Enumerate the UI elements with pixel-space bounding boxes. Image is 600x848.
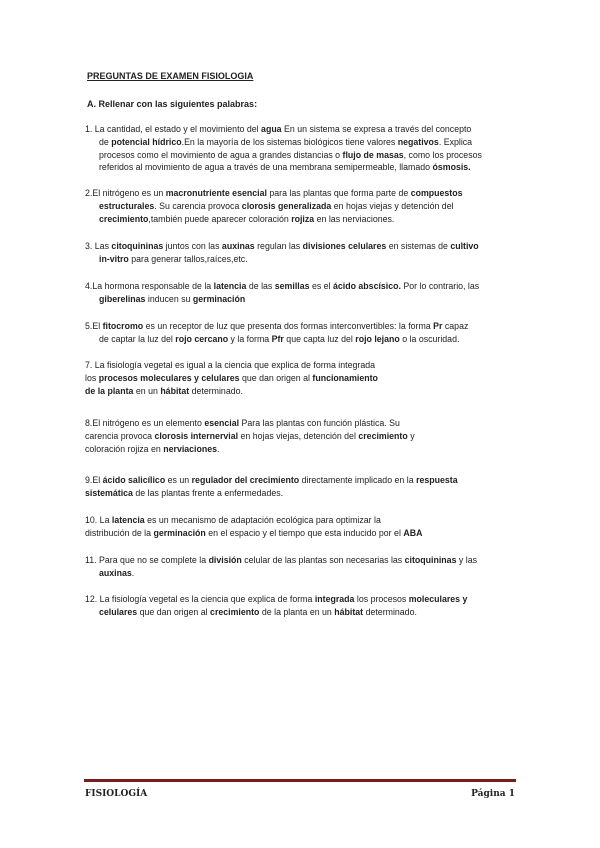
answer-term: agua	[261, 124, 282, 134]
question-text: .	[217, 443, 220, 454]
question-text: para generar tallos,raíces,etc.	[128, 253, 248, 264]
answer-term: sistemática	[85, 487, 133, 498]
question-line	[85, 293, 525, 306]
question-text: carencia provoca	[85, 430, 155, 441]
question-line	[85, 280, 525, 293]
answer-term: auxinas	[221, 241, 255, 251]
answer-term: ácido salicílico	[102, 475, 166, 485]
question-text: es un receptor de luz que presenta dos formas interconvertibles: la forma	[143, 321, 434, 331]
question-text: regulan las	[254, 241, 303, 251]
question-5	[85, 320, 525, 346]
question-text: ,también puede aparecer coloración	[148, 213, 292, 224]
question-12	[85, 593, 525, 619]
answer-term: nerviaciones	[163, 443, 218, 454]
answer-term: crecimiento	[358, 430, 408, 441]
question-text: en las nerviaciones.	[314, 213, 395, 224]
answer-term: macronutriente esencial	[165, 188, 267, 198]
footer-page-number: Página 1	[471, 789, 515, 799]
question-text: Para las plantas con función plástica. Su	[239, 418, 400, 428]
answer-term: funcionamiento	[312, 372, 378, 383]
answer-term: rojo lejano	[355, 333, 400, 344]
answer-term: procesos moleculares y celulares	[98, 372, 240, 383]
question-text: directamente implicado en la	[299, 475, 417, 485]
question-text: referidos al movimiento de agua a través de una membrana semipermeable, llamado	[99, 162, 433, 173]
question-text: en sistemas de	[386, 241, 451, 251]
question-text: 1. La cantidad, el estado y el movimiento del	[85, 124, 262, 134]
question-text: 4.La hormona responsable de la	[85, 281, 214, 291]
question-text: 10. La	[85, 515, 112, 525]
question-9	[85, 474, 525, 500]
answer-term: rojiza	[291, 213, 315, 224]
answer-term: celulares	[99, 606, 138, 617]
answer-term: división	[208, 555, 242, 565]
answer-term: latencia	[213, 281, 247, 291]
question-line	[85, 443, 525, 456]
question-text: juntos con las	[163, 241, 222, 251]
question-text: determinado.	[363, 606, 417, 617]
answer-term: cultivo	[450, 241, 479, 251]
question-line	[85, 593, 525, 606]
answer-term: ósmosis.	[432, 162, 471, 173]
question-7	[85, 359, 525, 397]
answer-term: integrada	[314, 594, 355, 604]
question-text: , como los procesos	[403, 149, 482, 160]
question-text: y las	[456, 555, 478, 565]
question-line	[85, 474, 525, 487]
question-text: los	[85, 372, 99, 383]
answer-term: semillas	[274, 281, 310, 291]
question-11	[85, 554, 525, 580]
question-3	[85, 240, 525, 266]
question-line	[85, 567, 525, 580]
question-line	[85, 320, 525, 333]
question-text: determinado.	[189, 385, 243, 396]
page-title: PREGUNTAS DE EXAMEN FISIOLOGIA	[87, 71, 254, 81]
question-text: es un mecanismo de adaptación ecológica para optimizar la	[144, 515, 381, 525]
question-line	[85, 372, 525, 385]
question-text: de las plantas frente a enfermedades.	[132, 487, 284, 498]
question-10	[85, 514, 525, 540]
question-text: 8.El nitrógeno es un elemento	[85, 418, 205, 428]
question-text: que dan origen al	[239, 372, 313, 383]
footer-subject: FISIOLOGÍA	[85, 789, 148, 799]
question-text: 3. Las	[85, 241, 112, 251]
question-text: o la oscuridad.	[399, 333, 460, 344]
question-text: 5.El	[85, 321, 103, 331]
question-text: procesos como el movimiento de agua a grandes distancias o	[99, 149, 343, 160]
answer-term: flujo de masas	[342, 149, 404, 160]
question-text: de las	[246, 281, 275, 291]
answer-term: respuesta	[416, 475, 458, 485]
answer-term: giberelinas	[99, 293, 146, 304]
answer-term: esencial	[204, 418, 240, 428]
question-text: 7. La fisiología vegetal es igual a la ciencia que explica de forma integrada	[85, 360, 375, 370]
question-line	[85, 136, 525, 149]
question-text: .	[131, 567, 135, 578]
question-text: En un sistema se expresa a través del concepto	[281, 124, 472, 134]
answer-term: latencia	[111, 515, 145, 525]
question-line	[85, 527, 525, 540]
question-text: 2.El nitrógeno es un	[85, 188, 166, 198]
answer-term: fitocromo	[102, 321, 144, 331]
answer-term: divisiones celulares	[302, 241, 387, 251]
question-text: en un	[133, 385, 161, 396]
question-line	[85, 385, 525, 398]
footer-divider	[84, 779, 516, 782]
question-line	[85, 514, 525, 527]
question-text: es el	[309, 281, 333, 291]
question-text: y la forma	[228, 333, 272, 344]
question-line	[85, 240, 525, 253]
question-text: 9.El	[85, 475, 103, 485]
question-text: de captar la luz del	[99, 333, 176, 344]
question-text: . Su carencia provoca	[154, 200, 242, 211]
question-text: de la planta en un	[259, 606, 335, 617]
question-text: para las plantas que forma parte de	[266, 188, 411, 198]
answer-term: de la planta	[85, 385, 134, 396]
answer-term: clorosis internervial	[154, 430, 239, 441]
question-text: capaz	[442, 321, 469, 331]
question-line	[85, 333, 525, 346]
question-2	[85, 187, 525, 225]
answer-term: hábitat	[160, 385, 190, 396]
answer-term: crecimiento	[99, 213, 149, 224]
answer-term: ABA	[403, 527, 423, 538]
question-line	[85, 430, 525, 443]
question-line	[85, 606, 525, 619]
question-line	[85, 554, 525, 567]
answer-term: potencial hídrico	[111, 136, 182, 147]
question-4	[85, 280, 525, 306]
question-text: de	[99, 136, 112, 147]
question-8	[85, 417, 525, 455]
question-line	[85, 123, 525, 136]
answer-term: estructurales	[99, 200, 155, 211]
question-text: 12. La fisiología vegetal es la ciencia que explica de forma	[85, 594, 315, 604]
question-text: .En la mayoría de los sistemas biológicos tiene valores	[181, 136, 398, 147]
question-text: . Explica	[438, 136, 473, 147]
question-text: que dan origen al	[137, 606, 211, 617]
question-line	[85, 161, 525, 174]
question-line	[85, 213, 525, 226]
question-text: que capta luz del	[283, 333, 356, 344]
question-text: los procesos	[354, 594, 409, 604]
question-line	[85, 417, 525, 430]
answer-term: germinación	[153, 527, 206, 538]
question-text: Por lo contrario, las	[400, 281, 480, 291]
answer-term: ácido abscísico.	[332, 281, 401, 291]
answer-term: compuestos	[410, 188, 463, 198]
question-text: 11. Para que no se complete la	[85, 555, 209, 565]
question-text: en hojas viejas y detención del	[331, 200, 454, 211]
question-text: distribución de la	[85, 527, 154, 538]
answer-term: regulador del crecimiento	[191, 475, 300, 485]
question-line	[85, 149, 525, 162]
question-line	[85, 487, 525, 500]
answer-term: moleculares y	[408, 594, 468, 604]
answer-term: Pr	[433, 321, 443, 331]
answer-term: crecimiento	[210, 606, 260, 617]
question-line	[85, 200, 525, 213]
answer-term: auxinas	[99, 567, 132, 578]
answer-term: citoquininas	[404, 555, 457, 565]
question-line	[85, 359, 525, 372]
answer-term: Pfr	[271, 333, 284, 344]
question-text: coloración rojiza en	[85, 443, 164, 454]
question-text: y	[407, 430, 415, 441]
answer-term: negativos	[397, 136, 439, 147]
question-text: es un	[165, 475, 192, 485]
question-line	[85, 253, 525, 266]
answer-term: germinación	[192, 293, 246, 304]
answer-term: in-vitro	[99, 253, 129, 264]
answer-term: clorosis generalizada	[241, 200, 332, 211]
question-text: inducen su	[145, 293, 193, 304]
question-line	[85, 187, 525, 200]
question-text: celular de las plantas son necesarias las	[241, 555, 405, 565]
answer-term: citoquininas	[111, 241, 164, 251]
instruction-heading: A. Rellenar con las siguientes palabras:	[87, 99, 258, 109]
question-text: en el espacio y el tiempo que esta inducido por el	[205, 527, 404, 538]
answer-term: hábitat	[334, 606, 364, 617]
answer-term: rojo cercano	[175, 333, 229, 344]
question-1	[85, 123, 525, 174]
question-text: en hojas viejas, detención del	[238, 430, 359, 441]
